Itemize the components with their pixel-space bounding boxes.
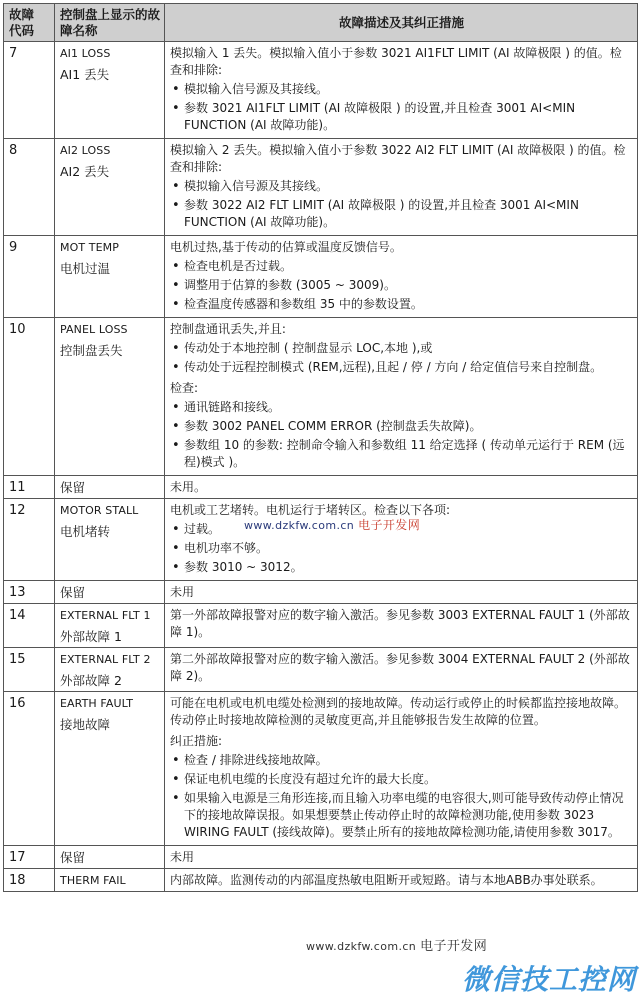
fault-name-cell: [55, 581, 165, 604]
fault-description: [165, 692, 638, 846]
list-item: • 传动处于本地控制 ( 控制盘显示 LOC,本地 ),或: [184, 340, 633, 357]
fault-code-table: [3, 3, 638, 892]
fault-name-cell: [55, 648, 165, 692]
description-text: 第一外部故障报警对应的数字输入激活。参见参数 3003 EXTERNAL FAULT 1 (外部故障 1)。: [170, 608, 630, 639]
fault-name-cell: [55, 236, 165, 318]
watermark-2: [306, 935, 487, 954]
fault-name-cell: [55, 869, 165, 892]
fault-name-en: AI1 LOSS: [60, 47, 111, 60]
fault-name-zh: AI2 丢失: [60, 164, 110, 179]
table-body: [4, 42, 638, 892]
fault-name-cell: [55, 604, 165, 648]
list-item: • 电机功率不够。: [184, 540, 633, 557]
table-row: [4, 42, 638, 139]
fault-name-cell: [55, 139, 165, 236]
fault-description: [165, 139, 638, 236]
fault-name-en: PANEL LOSS: [60, 323, 128, 336]
fault-name-zh: 接地故障: [60, 717, 111, 732]
table-row: [4, 476, 638, 499]
list-item: • 如果输入电源是三角形连接,而且输入功率电缆的电容很大,则可能导致传动停止情况下的接地故障误报。如果想要禁止传动停止时的故障检测功能,使用参数 3023 WIRING FAULT (接线故障)。要禁止所有的接地故障检测功能,请使用参数 3017。: [184, 790, 633, 841]
table-row: [4, 869, 638, 892]
fault-name-en: EXTERNAL FLT 2: [60, 653, 151, 666]
fault-name-cell: [55, 692, 165, 846]
description-bullets: [170, 340, 633, 376]
description-bullets: [170, 258, 633, 313]
list-item: • 过载。: [184, 521, 633, 538]
fault-name-zh: 保留: [60, 585, 86, 600]
table-row: [4, 581, 638, 604]
watermark-1: [244, 516, 420, 533]
list-item: • 调整用于估算的参数 (3005 ~ 3009)。: [184, 277, 633, 294]
table-row: [4, 139, 638, 236]
description-text: 模拟输入 2 丢失。模拟输入值小于参数 3022 AI2 FLT LIMIT (AI 故障极限 ) 的值。检查和排除:: [170, 143, 626, 174]
fault-code: 8: [4, 139, 55, 236]
description-text: 未用。: [170, 480, 207, 494]
fault-description: [165, 581, 638, 604]
fault-name-cell: [55, 476, 165, 499]
fault-name-en: THERM FAIL: [60, 874, 126, 887]
description-text: 控制盘通讯丢失,并且:: [170, 322, 286, 336]
fault-description: [165, 604, 638, 648]
fault-name-zh: 电机过温: [60, 261, 111, 276]
list-item: • 参数 3021 AI1FLT LIMIT (AI 故障极限 ) 的设置,并且检查 3001 AI<MIN FUNCTION (AI 故障功能)。: [184, 100, 633, 134]
table-row: [4, 499, 638, 581]
list-item: • 参数组 10 的参数: 控制命令输入和参数组 11 给定选择 ( 传动单元运行于 REM (远程)模式 )。: [184, 437, 633, 471]
description-text: 电机过热,基于传动的估算或温度反馈信号。: [170, 240, 402, 254]
fault-description: [165, 869, 638, 892]
watermark-1-text: 电子开发网: [358, 518, 421, 532]
fault-description: [165, 236, 638, 318]
description-text: 电机或工艺堵转。电机运行于堵转区。检查以下各项:: [170, 503, 451, 517]
list-item: • 传动处于远程控制模式 (REM,远程),且起 / 停 / 方向 / 给定值信号来自控制盘。: [184, 359, 633, 376]
fault-code: 15: [4, 648, 55, 692]
watermark-1-url: www.dzkfw.com.cn: [244, 519, 355, 532]
fault-code: 17: [4, 846, 55, 869]
fault-code: 18: [4, 869, 55, 892]
brand-watermark: 微信技工控网: [461, 963, 636, 996]
fault-code: 9: [4, 236, 55, 318]
fault-description: [165, 648, 638, 692]
description-text: 第二外部故障报警对应的数字输入激活。参见参数 3004 EXTERNAL FAULT 2 (外部故障 2)。: [170, 652, 630, 683]
fault-name-zh: 控制盘丢失: [60, 343, 123, 358]
table-row: [4, 648, 638, 692]
fault-name-zh: 外部故障 1: [60, 629, 122, 644]
description-text: 内部故障。监测传动的内部温度热敏电阻断开或短路。请与本地ABB办事处联系。: [170, 873, 603, 887]
list-item: • 模拟输入信号源及其接线。: [184, 178, 633, 195]
list-item: • 检查电机是否过载。: [184, 258, 633, 275]
fault-name-cell: [55, 499, 165, 581]
description-text: 纠正措施:: [170, 734, 223, 748]
fault-description: [165, 499, 638, 581]
description-bullets: [170, 752, 633, 841]
fault-description: [165, 476, 638, 499]
fault-code: 10: [4, 318, 55, 476]
fault-name-en: EARTH FAULT: [60, 697, 134, 710]
description-text: 未用: [170, 850, 195, 864]
description-text: 模拟输入 1 丢失。模拟输入值小于参数 3021 AI1FLT LIMIT (AI 故障极限 ) 的值。检查和排除:: [170, 46, 622, 77]
header-fault-description: 故障描述及其纠正措施: [165, 4, 638, 42]
fault-name-en: MOT TEMP: [60, 241, 119, 254]
table-header-row: [4, 4, 638, 42]
fault-description: [165, 42, 638, 139]
description-text: 未用: [170, 585, 195, 599]
fault-description: [165, 318, 638, 476]
fault-code: 14: [4, 604, 55, 648]
fault-code: 7: [4, 42, 55, 139]
description-bullets: [170, 178, 633, 231]
fault-name-en: EXTERNAL FLT 1: [60, 609, 151, 622]
fault-name-en: AI2 LOSS: [60, 144, 111, 157]
list-item: • 检查温度传感器和参数组 35 中的参数设置。: [184, 296, 633, 313]
watermark-2-url: www.dzkfw.com.cn: [306, 940, 417, 953]
list-item: • 模拟输入信号源及其接线。: [184, 81, 633, 98]
table-row: [4, 692, 638, 846]
watermark-2-text: 电子开发网: [420, 939, 488, 954]
table-row: [4, 236, 638, 318]
fault-name-en: MOTOR STALL: [60, 504, 139, 517]
fault-name-cell: [55, 42, 165, 139]
fault-name-cell: [55, 318, 165, 476]
fault-name-zh: 保留: [60, 480, 86, 495]
description-bullets: [170, 81, 633, 134]
list-item: • 参数 3010 ~ 3012。: [184, 559, 633, 576]
header-fault-name: 控制盘上显示的故障名称: [55, 4, 165, 42]
description-bullets: [170, 399, 633, 471]
description-text: 可能在电机或电机电缆处检测到的接地故障。传动运行或停止的时候都监控接地故障。传动停止时接地故障检测的灵敏度更高,并且能够报告发生故障的位置。: [170, 696, 627, 727]
fault-code: 12: [4, 499, 55, 581]
table-row: [4, 604, 638, 648]
list-item: • 检查 / 排除进线接地故障。: [184, 752, 633, 769]
fault-name-zh: 保留: [60, 850, 86, 865]
fault-name-zh: 外部故障 2: [60, 673, 122, 688]
fault-description: [165, 846, 638, 869]
list-item: • 保证电机电缆的长度没有超过允许的最大长度。: [184, 771, 633, 788]
description-text: 检查:: [170, 381, 199, 395]
list-item: • 参数 3022 AI2 FLT LIMIT (AI 故障极限 ) 的设置,并且检查 3001 AI<MIN FUNCTION (AI 故障功能)。: [184, 197, 633, 231]
fault-name-zh: AI1 丢失: [60, 67, 110, 82]
fault-name-cell: [55, 846, 165, 869]
table-row: [4, 318, 638, 476]
list-item: • 通讯链路和接线。: [184, 399, 633, 416]
header-fault-code: 故障 代码: [4, 4, 55, 42]
fault-code: 11: [4, 476, 55, 499]
list-item: • 参数 3002 PANEL COMM ERROR (控制盘丢失故障)。: [184, 418, 633, 435]
table-row: [4, 846, 638, 869]
fault-code: 13: [4, 581, 55, 604]
fault-name-zh: 电机堵转: [60, 524, 111, 539]
fault-code: 16: [4, 692, 55, 846]
